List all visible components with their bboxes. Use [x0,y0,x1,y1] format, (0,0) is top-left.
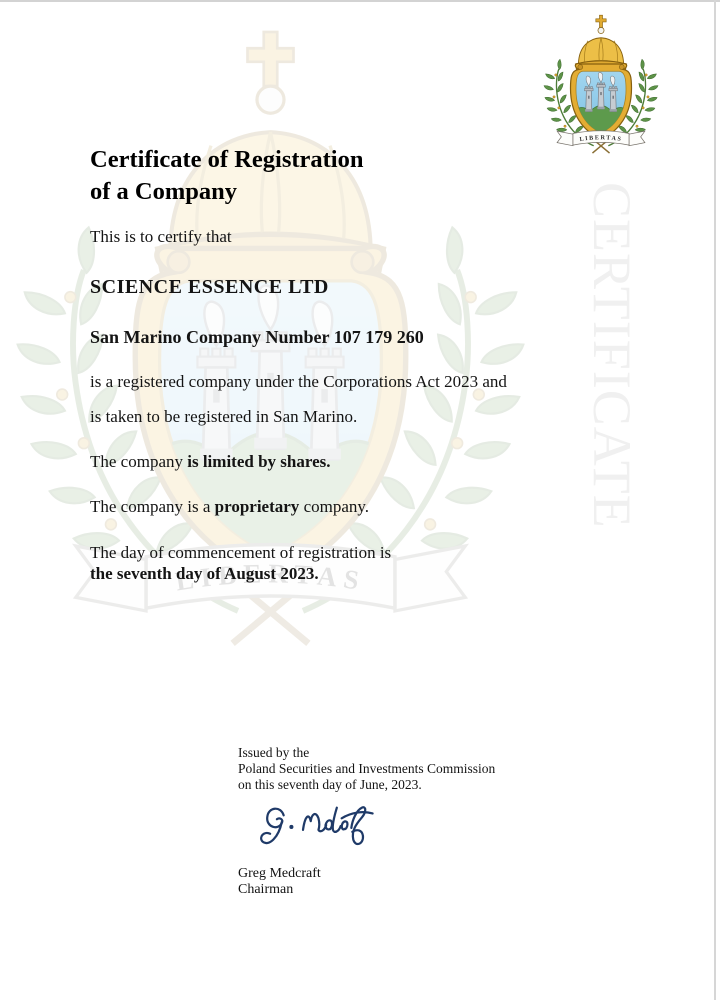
signatory-name: Greg Medcraft [238,866,321,881]
issuance-block [238,745,495,793]
proprietary-bold: proprietary [214,497,300,516]
issued-by-line-2: Poland Securities and Investments Commission [238,761,496,776]
san-marino-coat-of-arms-icon [540,10,662,157]
limited-by-shares-line [90,452,331,472]
title-line-2: of a Company [90,178,238,205]
proprietary-suffix: company. [299,497,370,516]
registration-act-line-2: is taken to be registered in San Marino. [90,407,358,426]
signature-image [253,797,411,855]
signatory-block [238,866,321,898]
registration-act-line-1: is a registered company under the Corporations Act 2023 and [90,372,507,391]
commencement-line-2: the seventh day of August 2023. [90,564,319,583]
certificate-watermark-text: CERTIFICATE [582,182,642,529]
page-top-edge [0,0,720,2]
page-right-edge [714,0,716,1000]
limited-bold: is limited by shares. [187,452,331,471]
commencement-line-1: The day of commencement of registration is [90,543,392,562]
company-name: SCIENCE ESSENCE LTD [90,276,329,298]
limited-prefix: The company [90,452,188,471]
signatory-title: Chairman [238,882,294,897]
intro-line: This is to certify that [90,227,232,246]
issued-by-line-3: on this seventh day of June, 2023. [238,777,422,792]
title-line-1: Certificate of Registration [90,146,364,173]
proprietary-prefix: The company is a [90,497,215,516]
company-number-line: San Marino Company Number 107 179 260 [90,327,424,347]
issued-by-line-1: Issued by the [238,745,310,760]
certificate-title [90,144,363,208]
proprietary-line [90,497,369,517]
commencement-block [90,542,391,584]
